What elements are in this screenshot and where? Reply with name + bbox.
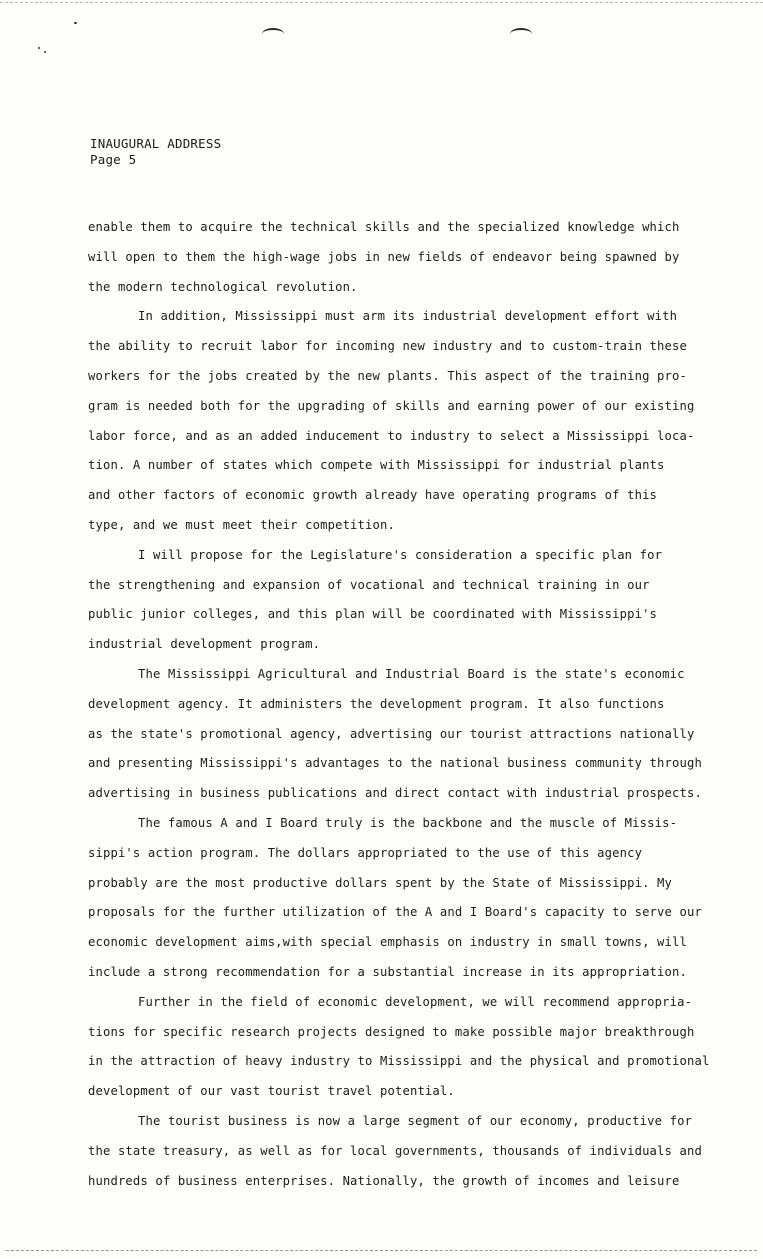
ink-speck — [74, 22, 77, 24]
punch-hole-mark-right — [510, 28, 532, 40]
text-line: In addition, Mississippi must arm its industrial development effort with — [138, 309, 678, 324]
paragraph — [88, 541, 708, 660]
paragraph — [88, 1107, 708, 1196]
text-line: will open to them the high-wage jobs in new fields of endeavor being spawned by — [88, 249, 680, 264]
text-line: enable them to acquire the technical skills and the specialized knowledge which — [88, 220, 680, 234]
text-line: The Mississippi Agricultural and Industrial Board is the state's economic — [138, 666, 685, 681]
top-edge-rule — [0, 2, 763, 3]
text-line: the strengthening and expansion of vocational and technical training in our — [88, 577, 650, 592]
text-line: workers for the jobs created by the new plants. This aspect of the training pro- — [88, 368, 687, 383]
text-line: the ability to recruit labor for incoming new industry and to custom-train these — [88, 339, 687, 354]
text-line: probably are the most productive dollars spent by the State of Mississippi. My — [88, 875, 673, 890]
text-line: in the attraction of heavy industry to Mississippi and the physical and promotional — [88, 1054, 710, 1069]
ink-speck — [44, 51, 46, 53]
paragraph — [88, 213, 708, 302]
punch-hole-mark-left — [262, 28, 284, 40]
text-line: public junior colleges, and this plan will be coordinated with Mississippi's — [88, 607, 658, 622]
text-line: Further in the field of economic development, we will recommend appropria- — [138, 994, 693, 1009]
page-header — [90, 136, 221, 168]
text-line: the modern technological revolution. — [88, 279, 358, 294]
text-line: The tourist business is now a large segment of our economy, productive for — [138, 1113, 693, 1128]
text-line: type, and we must meet their competition. — [88, 517, 395, 532]
text-line: the state treasury, as well as for local governments, thousands of individuals and — [88, 1143, 702, 1158]
text-line: sippi's action program. The dollars appropriated to the use of this agency — [88, 845, 643, 860]
text-line: hundreds of business enterprises. Nationally, the growth of incomes and leisure — [88, 1173, 680, 1188]
text-line: tions for specific research projects designed to make possible major breakthrough — [88, 1024, 695, 1039]
text-line: include a strong recommendation for a substantial increase in its appropriation. — [88, 964, 687, 979]
text-line: labor force, and as an added inducement to industry to select a Mississippi loca- — [88, 428, 695, 443]
text-line: development of our vast tourist travel potential. — [88, 1084, 455, 1099]
paragraph — [88, 302, 708, 540]
paragraph — [88, 809, 708, 988]
header-title: INAUGURAL ADDRESS — [90, 136, 222, 151]
text-line: as the state's promotional agency, advertising our tourist attractions nationally — [88, 726, 695, 741]
text-line: and presenting Mississippi's advantages to the national business community through — [88, 756, 702, 771]
text-line: development agency. It administers the development program. It also functions — [88, 696, 665, 711]
text-line: I will propose for the Legislature's consideration a specific plan for — [138, 547, 663, 562]
text-line: industrial development program. — [88, 637, 321, 652]
body-text — [88, 213, 708, 1196]
text-line: economic development aims,with special emphasis on industry in small towns, will — [88, 935, 687, 950]
text-line: tion. A number of states which compete with Mississippi for industrial plants — [88, 458, 665, 473]
header-page-number: Page 5 — [90, 152, 137, 167]
ink-speck — [38, 47, 40, 49]
text-line: proposals for the further utilization of the A and I Board's capacity to serve our — [88, 905, 702, 920]
bottom-edge-rule — [6, 1250, 757, 1251]
paragraph — [88, 660, 708, 809]
text-line: advertising in business publications and direct contact with industrial prospects. — [88, 786, 702, 801]
text-line: and other factors of economic growth already have operating programs of this — [88, 488, 658, 503]
paragraph — [88, 988, 708, 1107]
text-line: gram is needed both for the upgrading of skills and earning power of our existing — [88, 398, 695, 413]
text-line: The famous A and I Board truly is the backbone and the muscle of Missis- — [138, 815, 678, 830]
